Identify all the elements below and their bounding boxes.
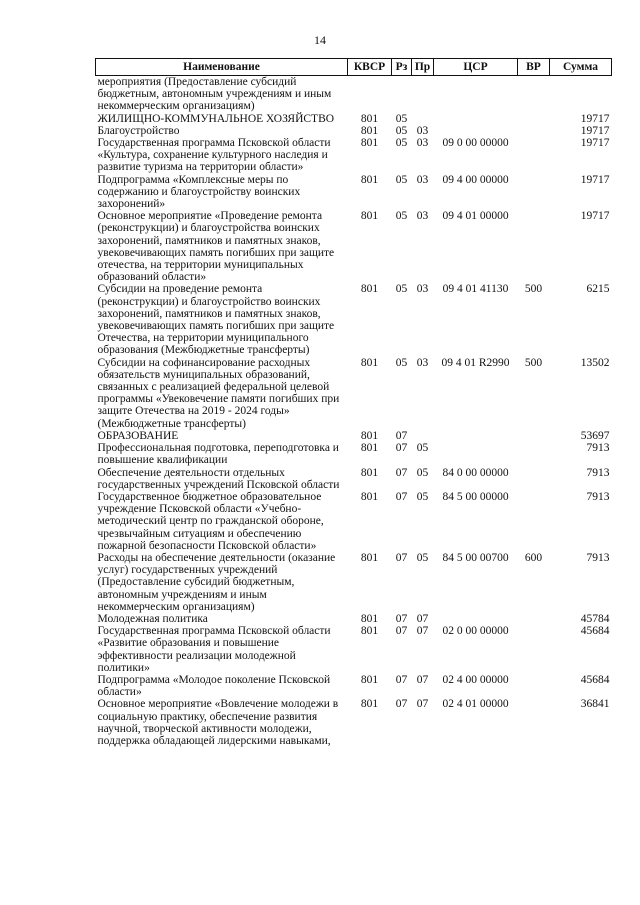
cell-name: Расходы на обеспечение деятельности (оказание услуг) государственных учреждений (Предоставление субсидий бюджетным, автономным учреждениям и иным некоммерческим организациям) <box>97 551 336 613</box>
cell-rz: 05 <box>395 112 408 125</box>
cell-csr: 09 4 00 00000 <box>442 173 509 186</box>
table-row <box>96 113 612 125</box>
cell-name: Субсидии на софинансирование расходных обязательств муниципальных образований, связанных с реализацией федеральной целевой программы «Увековечение памяти погибших при защите Отечества на 2019 - 2024 годы» (Межбюджетные трансферты) <box>97 356 340 430</box>
cell-rz: 07 <box>395 698 408 711</box>
cell-csr: 09 0 00 00000 <box>442 137 509 150</box>
cell-name: Благоустройство <box>97 124 180 137</box>
cell-pr: 07 <box>416 625 429 638</box>
cell-vr <box>518 491 550 552</box>
header-kvsr: КВСР <box>348 59 392 76</box>
table-row <box>96 210 612 283</box>
header-vr: ВР <box>518 59 550 76</box>
cell-csr <box>434 113 518 125</box>
cell-pr: 03 <box>416 283 429 296</box>
cell-kvsr: 801 <box>360 356 379 369</box>
cell-sum: 7913 <box>586 466 610 479</box>
header-pr: Пр <box>412 59 434 76</box>
cell-pr: 05 <box>416 490 429 503</box>
cell-rz: 05 <box>395 173 408 186</box>
cell-name: ЖИЛИЩНО-КОММУНАЛЬНОЕ ХОЗЯЙСТВО <box>97 112 335 125</box>
cell-pr: 07 <box>416 673 429 686</box>
table-row <box>96 137 612 174</box>
cell-csr: 84 0 00 00000 <box>442 466 509 479</box>
cell-pr: 07 <box>416 698 429 711</box>
cell-sum: 19717 <box>580 173 610 186</box>
cell-name: Подпрограмма «Молодое поколение Псковской области» <box>97 673 331 699</box>
cell-sum: 7913 <box>586 442 610 455</box>
cell-vr <box>518 674 550 698</box>
cell-pr: 05 <box>416 466 429 479</box>
cell-name: Субсидии на проведение ремонта (реконструкции) и благоустройство воинских захоронений, памятников и памятных знаков, увековечивающих память погибших при защите Отечества, на территории муниципального образования (Межбюджетные трансферты) <box>97 283 335 357</box>
cell-sum: 45684 <box>580 673 610 686</box>
table-row <box>96 491 612 552</box>
table-row <box>96 125 612 137</box>
cell-sum: 13502 <box>580 356 610 369</box>
table-row <box>96 698 612 747</box>
cell-csr: 09 4 01 R2990 <box>441 356 510 369</box>
table-row <box>96 552 612 613</box>
cell-kvsr: 801 <box>360 612 379 625</box>
budget-table <box>95 58 612 747</box>
table-row <box>96 283 612 356</box>
cell-csr <box>434 125 518 137</box>
table-row <box>96 467 612 491</box>
header-csr: ЦСР <box>434 59 518 76</box>
cell-vr <box>518 125 550 137</box>
cell-kvsr: 801 <box>360 137 379 150</box>
cell-name: Основное мероприятие «Проведение ремонта (реконструкции) и благоустройства воинских захоронений, памятников и памятных знаков, увековечивающих память погибших при защите отечества, на территории муниципальных образований области» <box>97 210 335 284</box>
cell-rz: 07 <box>395 625 408 638</box>
cell-rz: 05 <box>395 137 408 150</box>
cell-kvsr: 801 <box>360 283 379 296</box>
table-row <box>96 674 612 698</box>
cell-pr <box>412 430 434 442</box>
cell-csr: 02 4 00 00000 <box>442 673 509 686</box>
cell-pr: 03 <box>416 356 429 369</box>
cell-rz: 05 <box>395 356 408 369</box>
cell-rz: 05 <box>395 283 408 296</box>
table-row <box>96 76 612 113</box>
cell-name: Обеспечение деятельности отдельных государственных учреждений Псковской области <box>97 466 340 491</box>
cell-vr: 500 <box>524 283 543 296</box>
cell-rz: 07 <box>395 466 408 479</box>
cell-vr <box>518 698 550 747</box>
cell-pr <box>412 76 434 113</box>
cell-csr <box>434 430 518 442</box>
page-number: 14 <box>314 33 326 47</box>
cell-kvsr: 801 <box>360 625 379 638</box>
cell-sum: 36841 <box>580 698 610 711</box>
table-header-row <box>96 59 612 76</box>
table-row <box>96 613 612 625</box>
cell-sum: 45784 <box>580 612 610 625</box>
cell-rz: 05 <box>395 124 408 137</box>
cell-sum: 19717 <box>580 112 610 125</box>
cell-csr: 02 4 01 00000 <box>442 698 509 711</box>
cell-kvsr: 801 <box>360 124 379 137</box>
cell-kvsr: 801 <box>360 210 379 223</box>
cell-kvsr: 801 <box>360 551 379 564</box>
cell-vr <box>518 430 550 442</box>
cell-rz: 07 <box>395 673 408 686</box>
cell-vr <box>518 174 550 211</box>
cell-kvsr: 801 <box>360 466 379 479</box>
cell-sum: 7913 <box>586 551 610 564</box>
cell-name: ОБРАЗОВАНИЕ <box>97 429 179 442</box>
cell-name: Основное мероприятие «Вовлечение молодежи в социальную практику, обеспечение развития научной, творческой активности молодежи, поддержка обладающей лидерскими навыками, <box>97 698 339 747</box>
cell-pr: 07 <box>416 612 429 625</box>
cell-pr: 05 <box>416 442 429 455</box>
cell-csr <box>434 442 518 466</box>
cell-kvsr: 801 <box>360 698 379 711</box>
header-sum: Сумма <box>550 59 612 76</box>
cell-name: Государственное бюджетное образовательное учреждение Псковской области «Учебно-методический центр по гражданской обороне, чрезвычайным ситуациям и обеспечению пожарной безопасности Псковской области» <box>97 490 324 552</box>
cell-kvsr: 801 <box>360 442 379 455</box>
cell-sum: 19717 <box>580 210 610 223</box>
cell-vr <box>518 113 550 125</box>
cell-csr: 09 4 01 41130 <box>442 283 509 296</box>
cell-pr: 03 <box>416 137 429 150</box>
table-row <box>96 625 612 674</box>
table-row <box>96 174 612 211</box>
cell-sum: 19717 <box>580 124 610 137</box>
cell-kvsr <box>348 76 392 113</box>
cell-kvsr: 801 <box>360 173 379 186</box>
cell-vr <box>518 625 550 674</box>
cell-csr: 84 5 00 00700 <box>442 551 509 564</box>
cell-kvsr: 801 <box>360 112 379 125</box>
cell-rz: 07 <box>395 612 408 625</box>
cell-pr: 03 <box>416 210 429 223</box>
table-row <box>96 357 612 430</box>
cell-pr <box>412 113 434 125</box>
cell-sum: 6215 <box>586 283 610 296</box>
cell-pr: 03 <box>416 124 429 137</box>
cell-sum: 45684 <box>580 625 610 638</box>
cell-rz: 05 <box>395 210 408 223</box>
cell-vr <box>518 76 550 113</box>
cell-kvsr: 801 <box>360 673 379 686</box>
cell-vr: 600 <box>524 551 543 564</box>
cell-csr <box>434 76 518 113</box>
table-row <box>96 430 612 442</box>
cell-name: Профессиональная подготовка, переподготовка и повышение квалификации <box>97 442 339 467</box>
table-row <box>96 442 612 466</box>
cell-vr <box>518 442 550 466</box>
cell-kvsr: 801 <box>360 429 379 442</box>
cell-sum <box>550 76 612 113</box>
cell-rz: 07 <box>395 551 408 564</box>
cell-csr <box>434 613 518 625</box>
cell-name: Подпрограмма «Комплексные меры по содержанию и благоустройству воинских захоронений» <box>97 173 301 211</box>
cell-pr: 05 <box>416 551 429 564</box>
cell-csr: 84 5 00 00000 <box>442 490 509 503</box>
cell-name: Молодежная политика <box>97 612 208 625</box>
header-rz: Рз <box>392 59 412 76</box>
cell-kvsr: 801 <box>360 490 379 503</box>
cell-vr <box>518 613 550 625</box>
cell-sum: 19717 <box>580 137 610 150</box>
cell-name: Государственная программа Псковской области «Культура, сохранение культурного наследия и развитие туризма на территории области» <box>97 137 331 174</box>
cell-rz: 07 <box>395 490 408 503</box>
cell-csr: 09 4 01 00000 <box>442 210 509 223</box>
cell-sum: 7913 <box>586 490 610 503</box>
cell-rz: 07 <box>395 442 408 455</box>
cell-vr <box>518 210 550 283</box>
cell-pr: 03 <box>416 173 429 186</box>
cell-vr <box>518 467 550 491</box>
cell-rz: 07 <box>395 429 408 442</box>
cell-name: Государственная программа Псковской области «Развитие образования и повышение эффективности реализации молодежной политики» <box>97 625 331 674</box>
cell-sum: 53697 <box>580 429 610 442</box>
cell-rz <box>392 76 412 113</box>
cell-vr <box>518 137 550 174</box>
header-name: Наименование <box>96 59 348 76</box>
cell-name: мероприятия (Предоставление субсидий бюджетным, автономным учреждениям и иным некоммерческим организациям) <box>97 76 332 113</box>
cell-csr: 02 0 00 00000 <box>442 625 509 638</box>
cell-vr: 500 <box>524 356 543 369</box>
